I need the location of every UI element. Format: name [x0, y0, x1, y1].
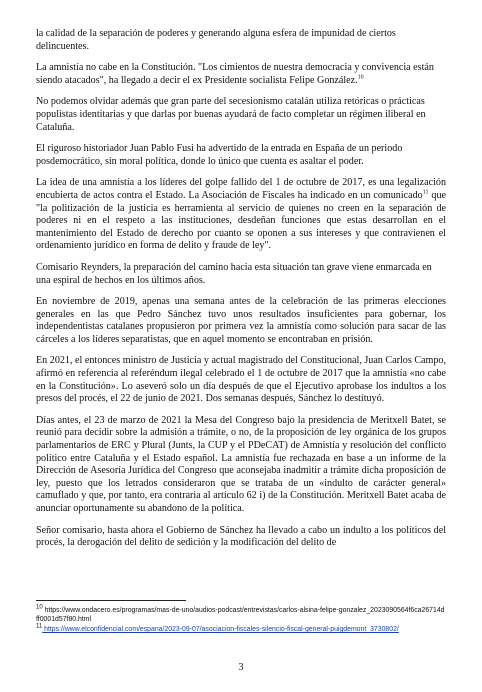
footnote-ref-11[interactable]: 11 [422, 189, 429, 196]
paragraph-4: El riguroso historiador Juan Pablo Fusi ha advertido de la entrada en España de un periodo posdemocrático, sin moral política, donde lo único que cuenta es asaltar el poder. [36, 143, 403, 167]
footnote-10: $^{10}$ https://www.ondacero.es/programas/mas-de-uno/audios-podcast/entrevistas/carlos-alsina-felipe-gonzalez_2023090564f6ca26714dff0001d57f80.html [36, 604, 445, 623]
body-text [36, 28, 446, 559]
footnote-ref-10[interactable]: 10 [357, 74, 364, 81]
footnote-11-link[interactable]: https://www.elconfidencial.com/espana/2023-09-07/asociacion-fiscales-silencio-fiscal-general-puigdemont_3730802/ [42, 626, 399, 633]
footnote-11: $^{11}$ https://www.elconfidencial.com/espana/2023-09-07/asociacion-fiscales-silencio-fiscal-general-puigdemont_3730802/ [36, 623, 399, 633]
footnote-10-link[interactable]: https://www.ondacero.es/programas/mas-de-uno/audios-podcast/entrevistas/carlos-alsina-felipe-gonzalez_2023090564f6ca26714dff0001d57f80.html [36, 607, 445, 623]
footnote-divider [36, 600, 186, 601]
paragraph-7: En noviembre de 2019, apenas una semana antes de la celebración de las primeras elecciones generales en las que Pedro Sánchez tuvo unos resultados insuficientes para gobernar, los independentistas catalanes propusieron por primera vez la amnistía como solución para sacar de las cárceles a los líderes separatistas, que en aquel momento se encontraban en prisión. [36, 296, 446, 345]
footnotes [36, 606, 446, 635]
paragraph-10: Señor comisario, hasta ahora el Gobierno de Sánchez ha llevado a cabo un indulto a los políticos del procés, la derogación del delito de sedición y la modificación del delito de [36, 524, 446, 549]
paragraph-1: la calidad de la separación de poderes y generando alguna esfera de impunidad de ciertos delincuentes. [36, 28, 396, 52]
paragraph-6: Comisario Reynders, la preparación del camino hacia esta situación tan grave viene enmarcada en una espiral de hechos en los últimos años. [36, 261, 432, 286]
paragraph-3: No podemos olvidar además que gran parte del secesionismo catalán utiliza retóricas o prácticas populistas identitarias y que darlas por buenas ayudará de facto completar un régimen iliberal en Cataluña. [36, 96, 426, 133]
page-number: 3 [238, 662, 244, 673]
paragraph-2: La amnistía no cabe en la Constitución. "Los cimientos de nuestra democracia y convivencia están siendo atacados", ha llegado a decir el ex Presidente socialista Felipe González.$^{10}$ [36, 62, 434, 86]
paragraph-5: La idea de una amnistía a los líderes del golpe fallido del 1 de octubre de 2017, es una legalización encubierta de actos contra el Estado. La Asociación de Fiscales ha indicado en un comunicado$^{11}$ que "la politización de la justicia es herramienta al servicio de quienes no creen en la separación de poderes ni en el respeto a las instituciones, desdeñan funciones que estas desarrollan en el mantenimiento del Estado de derecho por cuanto se oponen a sus intereses y que contravienen el ordenamiento jurídico en forma de delito y fraude de ley". [36, 177, 446, 252]
paragraph-8: En 2021, el entonces ministro de Justicia y actual magistrado del Constitucional, Juan Carlos Campo, afirmó en referencia al referéndum ilegal celebrado el 1 de octubre de 2017 que la amnistía «no cabe en la Constitución». Lo aseveró solo un día después de que el Ejecutivo aprobase los indultos a los presos del procés, el 22 de junio de 2021. Dos semanas después, Sánchez lo destituyó. [36, 355, 446, 405]
paragraph-9: Días antes, el 23 de marzo de 2021 la Mesa del Congreso bajo la presidencia de Meritxell Batet, se reunió para decidir sobre la admisión a trámite, o no, de la proposición de ley orgánica de los grupos parlamentarios de ERC y Plural (Junts, la CUP y el PDeCAT) de Amnistía y resolución del conflicto político entre Cataluña y el Estado español. La amnistía fue rechazada en base a un informe de la Dirección de Asesoría Jurídica del Congreso que aconsejaba inadmitir a trámite dicha proposición de ley, puesto que los letrados consideraron que se trataba de un «indulto de carácter general» camuflado y que, por tanto, era contraria al artículo 62 i) de la Constitución. Meritxell Batet acaba de anunciar oportunamente su abandono de la política. [36, 414, 446, 514]
